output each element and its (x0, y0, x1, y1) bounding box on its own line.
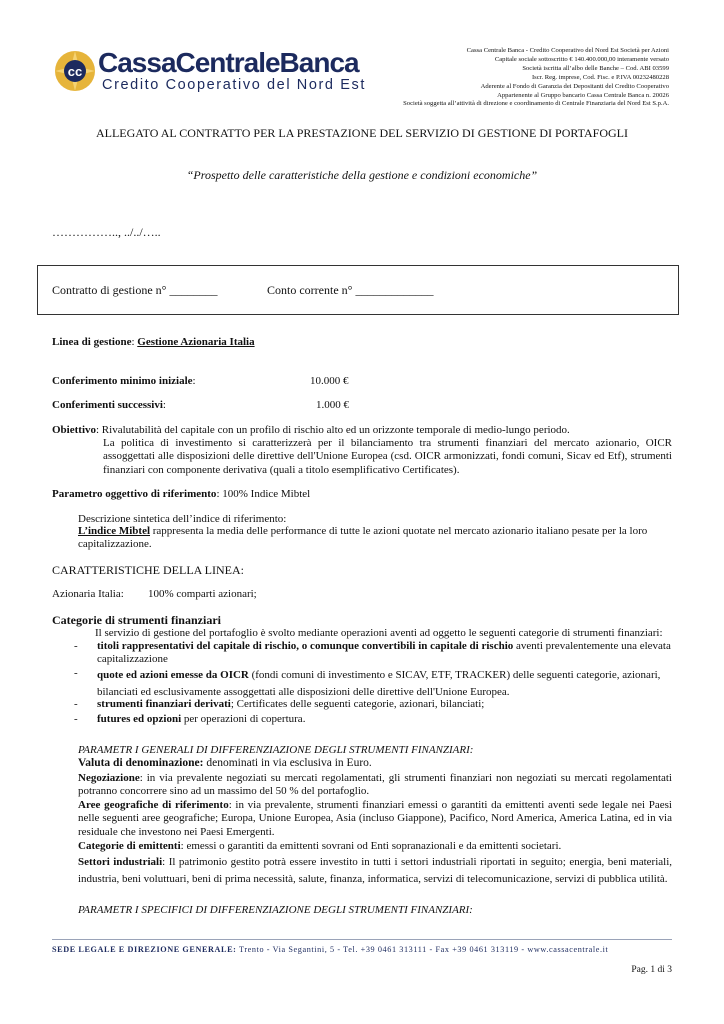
corporate-info (349, 47, 669, 109)
linea-sep: : (131, 336, 138, 348)
categorie-intro: Il servizio di gestione del portafoglio è svolto mediante operazioni aventi ad oggetto le seguenti categorie di strumenti finanziari: (95, 627, 663, 639)
corporate-line: Cassa Centrale Banca - Credito Cooperativo del Nord Est Società per Azioni (466, 47, 669, 54)
contract-number-field: Contratto di gestione n° ________ (52, 283, 218, 297)
account-number-field: Conto corrente n° _____________ (267, 283, 434, 297)
page-number: Pag. 1 di 3 (631, 965, 672, 975)
corporate-line: Aderente al Fondo di Garanzia dei Depositanti del Credito Cooperativo (480, 82, 669, 90)
corporate-line: Società soggetta all’attività di direzione e coordinamento di Centrale Finanziaria del Nord Est S.p.A. (403, 100, 669, 108)
linea-label: Linea di gestione (52, 336, 132, 348)
caratteristiche-value: 100% comparti azionari; (148, 588, 257, 600)
list-bullet: - (74, 640, 78, 652)
descrizione-term: L’indice Mibtel (78, 525, 151, 537)
conferimento-iniziale-label: Conferimento minimo iniziale (52, 375, 193, 387)
settori-industriali (78, 854, 672, 888)
aree-text: : in via prevalente, strumenti finanziari emessi o garantiti da emittenti aventi sede legale nei Paesi nelle seguenti aree geografiche; Europa, Unione Europea, Asia (incluso Giappone), Pacifico, Nord America, America Latina, ed in via residuale che investono nei Paesi Emergenti. (78, 799, 672, 838)
descrizione-text (78, 525, 672, 552)
caratteristiche-label: Azionaria Italia: (52, 588, 124, 600)
linea-gestione (52, 336, 255, 349)
brand-name: CassaCentraleBanca (98, 47, 359, 78)
date-placeholder: …………….., ../../….. (52, 225, 161, 239)
list-item (97, 713, 672, 726)
list-item-bold: futures ed opzioni (97, 713, 182, 725)
footer-label: SEDE LEGALE E DIREZIONE GENERALE: (52, 945, 237, 954)
negoziazione-text: : in via prevalente negoziati su mercati regolamentati, gli strumenti finanziari non negoziati su mercati regolamentati potranno concorrere sino ad un massimo del 50 % del portafoglio. (78, 772, 672, 798)
settori-text: : Il patrimonio gestito potrà essere investito in tutti i settori industriali riportati in seguito; energia, beni materiali, industria, beni voluttuari, beni di prima necessità, salute, finanza, informatica, servizi di telecomunicazione, servizi di pubblica utilità. (78, 856, 672, 885)
parametri-specifici-heading: PARAMETR I SPECIFICI DI DIFFERENZIAZIONE DEGLI STRUMENTI FINANZIARI: (78, 904, 473, 916)
list-item-text: per operazioni di copertura. (181, 713, 306, 725)
emittenti-text: : emessi o garantiti da emittenti sovrani od Enti sopranazionali e da emittenti societari. (180, 840, 562, 852)
list-item-bold: quote ed azioni emesse da OICR (97, 669, 249, 681)
conferimento-iniziale-value: 10.000 € (310, 375, 349, 387)
document-title: ALLEGATO AL CONTRATTO PER LA PRESTAZIONE DEL SERVIZIO DI GESTIONE DI PORTAFOGLI (95, 126, 629, 140)
parametro-label: Parametro oggettivo di riferimento (52, 488, 217, 500)
parametro-value: : 100% Indice Mibtel (216, 488, 311, 500)
list-bullet: - (74, 667, 78, 679)
descrizione-body: rappresenta la media delle performance di tutte le azioni quotate nel mercato azionario italiano pesate per la loro capitalizzazione. (78, 525, 648, 551)
footer-address-text: Trento - Via Segantini, 5 - Tel. +39 0461 313111 - Fax +39 0461 313119 - www.cassacentrale.it (236, 945, 609, 954)
list-item (97, 640, 672, 667)
conferimento-iniziale (52, 375, 196, 388)
valuta-value: denominati in via esclusiva in Euro. (203, 757, 372, 769)
conferimento-iniziale-sep: : (192, 375, 196, 387)
conferimenti-successivi (52, 399, 166, 412)
valuta-denominazione (78, 757, 372, 769)
obiettivo (52, 424, 570, 437)
corporate-line: Società iscritta all’albo delle Banche – Cod. ABI 03599 (522, 64, 669, 72)
valuta-label: Valuta di denominazione: (78, 757, 204, 769)
list-item-bold: titoli rappresentativi del capitale di rischio, o comunque convertibili in capitale di rischio (97, 640, 514, 652)
negoziazione-label: Negoziazione (78, 772, 140, 784)
caratteristiche-heading: CARATTERISTICHE DELLA LINEA: (52, 563, 244, 577)
parametro-riferimento (52, 488, 310, 501)
list-item (97, 698, 672, 711)
aree-label: Aree geografiche di riferimento (78, 799, 229, 811)
corporate-line: Appartenente al Gruppo bancario Cassa Centrale Banca n. 20026 (497, 91, 669, 99)
descrizione-intro: Descrizione sintetica dell’indice di riferimento: (78, 513, 287, 525)
parametri-generali-heading: PARAMETR I GENERALI DI DIFFERENZIAZIONE DEGLI STRUMENTI FINANZIARI: (78, 744, 474, 756)
footer-address (52, 945, 672, 954)
corporate-line: Iscr. Reg. imprese, Cod. Fisc. e P.IVA 00232480228 (531, 73, 669, 81)
list-item-text: aventi prevalentemente una elevata capitalizzazione (97, 640, 671, 666)
list-item (97, 667, 672, 700)
settori-label: Settori industriali (78, 856, 163, 868)
brand-logo-icon (52, 48, 98, 94)
linea-value: Gestione Azionaria Italia (137, 336, 255, 348)
conferimenti-successivi-sep: : (162, 399, 166, 411)
categorie-emittenti (78, 840, 672, 853)
negoziazione (78, 772, 672, 799)
obiettivo-label: Obiettivo (52, 424, 96, 436)
obiettivo-first-line: : Rivalutabilità del capitale con un profilo di rischio alto ed un orizzonte temporale di medio-lungo periodo. (96, 424, 570, 436)
list-item-bold: strumenti finanziari derivati (97, 698, 231, 710)
list-bullet: - (74, 698, 78, 710)
aree-geografiche (78, 799, 672, 839)
footer-divider (52, 939, 672, 940)
emittenti-label: Categorie di emittenti (78, 840, 181, 852)
list-bullet: - (74, 713, 78, 725)
svg-text:cc: cc (67, 64, 83, 79)
categorie-heading: Categorie di strumenti finanziari (52, 613, 221, 627)
obiettivo-body: La politica di investimento si caratterizzerà per il bilanciamento tra strumenti finanziari del mercato azionario, OICR assoggettati alle disposizioni delle direttive dell'Unione Europea (csd. OICR armonizzati, fondi comuni, Sicav ed Etf), strumenti finanziari con componente derivativa (quali a titolo esemplificativo Certificates). (103, 437, 672, 476)
corporate-line: Capitale sociale sottoscritto € 140.400.000,00 interamente versato (494, 55, 669, 63)
brand-tagline: Credito Cooperativo del Nord Est (102, 77, 366, 93)
list-item-text: (fondi comuni di investimento e SICAV, ETF, TRACKER) delle seguenti categorie, azionari, bilanciati ed esclusivamente assoggettati alle disposizioni delle direttive dell'Unione Europea. (97, 669, 661, 698)
conferimenti-successivi-label: Conferimenti successivi (52, 399, 163, 411)
conferimenti-successivi-value: 1.000 € (316, 399, 349, 411)
document-subtitle: “Prospetto delle caratteristiche della gestione e condizioni economiche” (186, 168, 538, 182)
list-item-text: ; Certificates delle seguenti categorie, azionari, bilanciati; (230, 698, 485, 710)
